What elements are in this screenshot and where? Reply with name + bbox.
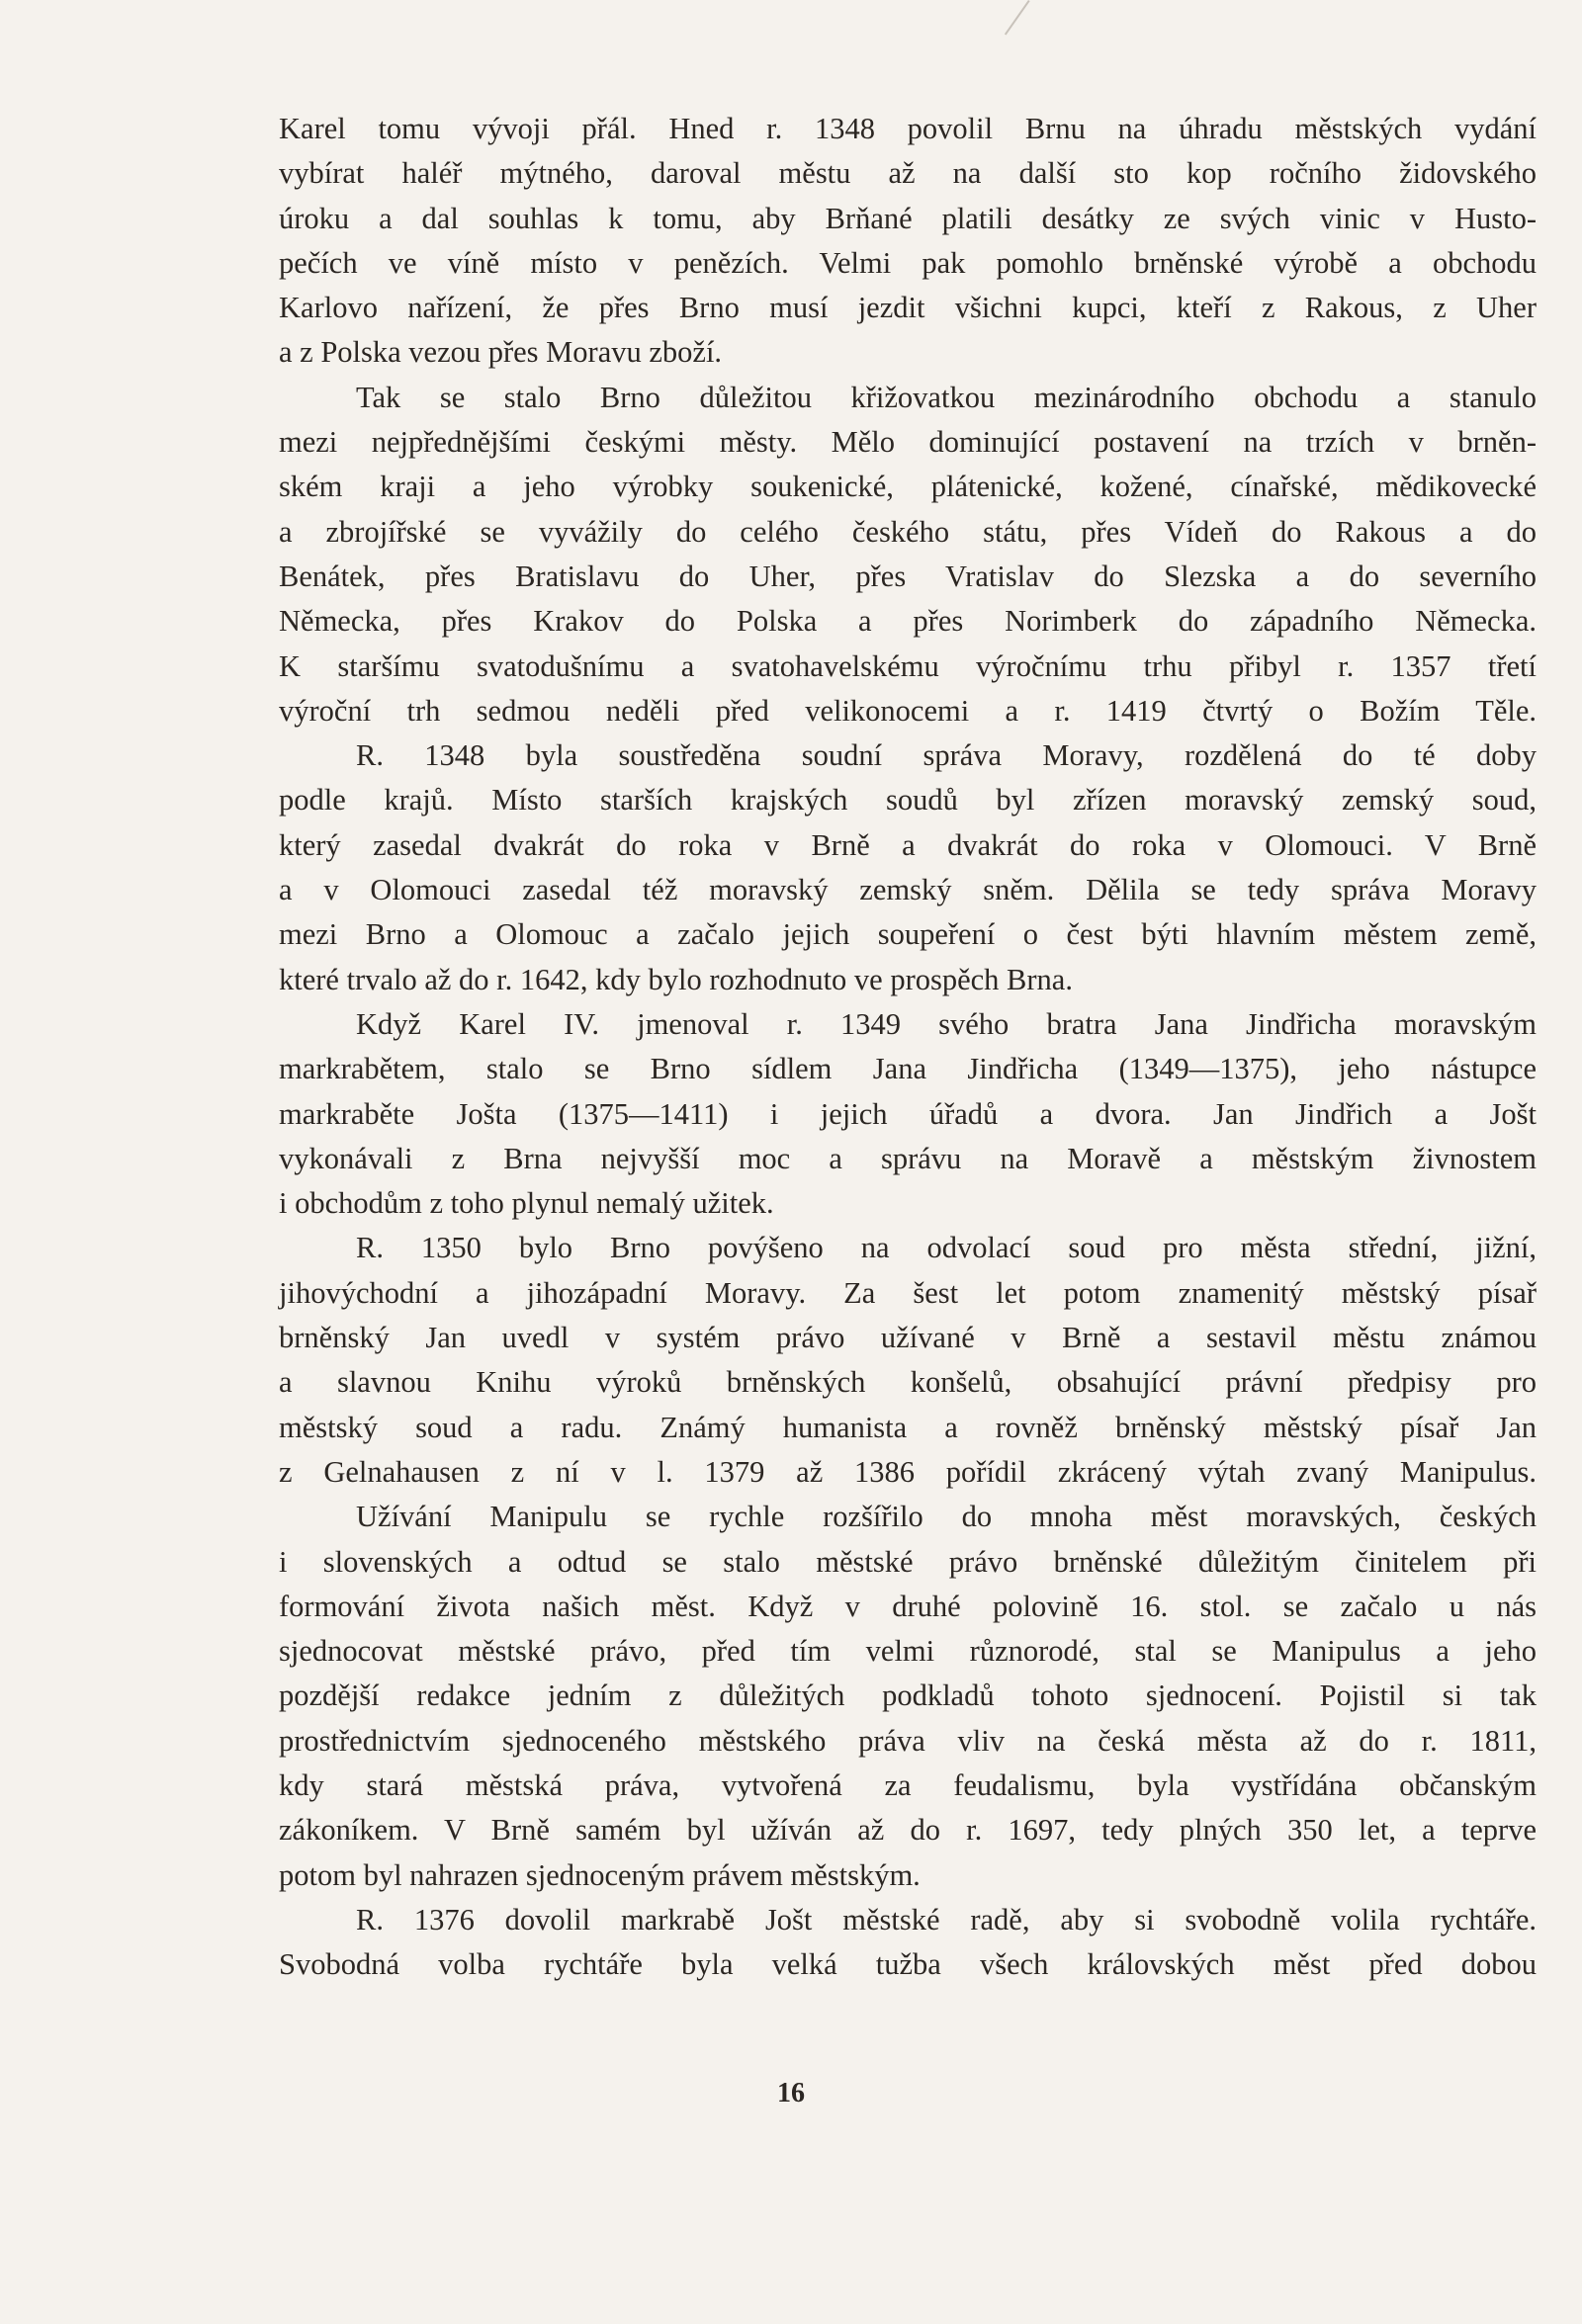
text-line: výroční trh sedmou neděli před velikonocemi a r. 1419 čtvrtý o Božím Těle.: [279, 693, 1537, 728]
text-line: jihovýchodní a jihozápadní Moravy. Za šest let potom znamenitý městský písař: [279, 1275, 1537, 1310]
text-line: pozdější redakce jedním z důležitých podkladů tohoto sjednocení. Pojistil si tak: [279, 1678, 1537, 1713]
text-line: potom byl nahrazen sjednoceným právem městským.: [279, 1857, 921, 1892]
text-line: a zbrojířské se vyvážily do celého českého státu, přes Vídeň do Rakous a do: [279, 514, 1537, 549]
text-line: kdy stará městská práva, vytvořená za feudalismu, byla vystřídána občanským: [279, 1767, 1537, 1802]
text-line: vybírat haléř mýtného, daroval městu až na další sto kop ročního židovského: [279, 156, 1537, 191]
text-line: pečích ve víně místo v penězích. Velmi pak pomohlo brněnské výrobě a obchodu: [279, 245, 1537, 280]
text-line: R. 1348 byla soustředěna soudní správa Moravy, rozdělená do té doby: [356, 738, 1537, 773]
text-line: Užívání Manipulu se rychle rozšířilo do mnoha měst moravských, českých: [356, 1500, 1537, 1534]
text-line: Když Karel IV. jmenoval r. 1349 svého bratra Jana Jindřicha moravským: [356, 1006, 1537, 1041]
text-line: a v Olomouci zasedal též moravský zemský sněm. Dělila se tedy správa Moravy: [279, 873, 1537, 907]
text-line: Karlovo nařízení, že přes Brno musí jezdit všichni kupci, kteří z Rakous, z Uher: [279, 291, 1537, 325]
text-line: ském kraji a jeho výrobky soukenické, plátenické, kožené, cínařské, mědikovecké: [279, 470, 1537, 504]
text-line: podle krajů. Místo starších krajských soudů byl zřízen moravský zemský soud,: [279, 783, 1537, 818]
text-line: městský soud a radu. Známý humanista a rovněž brněnský městský písař Jan: [279, 1410, 1537, 1444]
text-line: Tak se stalo Brno důležitou křižovatkou mezinárodního obchodu a stanulo: [356, 380, 1537, 414]
text-line: z Gelnahausen z ní v l. 1379 až 1386 pořídil zkrácený výtah zvaný Manipulus.: [279, 1454, 1537, 1489]
text-line: R. 1350 bylo Brno povýšeno na odvolací soud pro města střední, jižní,: [356, 1231, 1537, 1265]
text-line: i obchodům z toho plynul nemalý užitek.: [279, 1186, 774, 1221]
text-line: mezi nejpřednějšími českými městy. Mělo dominující postavení na trzích v brněn-: [279, 425, 1537, 460]
text-line: a slavnou Knihu výroků brněnských konšelů, obsahující právní předpisy pro: [279, 1365, 1537, 1400]
text-line: Svobodná volba rychtáře byla velká tužba všech královských měst před dobou: [279, 1947, 1537, 1982]
text-line: které trvalo až do r. 1642, kdy bylo rozhodnuto ve prospěch Brna.: [279, 962, 1073, 996]
body-text: [279, 107, 1537, 1987]
text-line: R. 1376 dovolil markrabě Jošt městské radě, aby si svobodně volila rychtáře.: [356, 1902, 1537, 1937]
text-line: sjednocovat městské právo, před tím velmi různorodé, stal se Manipulus a jeho: [279, 1634, 1537, 1669]
text-line: K staršímu svatodušnímu a svatohavelskému výročnímu trhu přibyl r. 1357 třetí: [279, 648, 1537, 683]
text-line: Benátek, přes Bratislavu do Uher, přes Vratislav do Slezska a do severního: [279, 559, 1537, 593]
scan-mark: [1005, 0, 1030, 36]
text-line: markraběte Jošta (1375—1411) i jejich úřadů a dvora. Jan Jindřich a Jošt: [279, 1096, 1537, 1131]
text-line: i slovenských a odtud se stalo městské právo brněnské důležitým činitelem při: [279, 1544, 1537, 1579]
text-line: brněnský Jan uvedl v systém právo užívané v Brně a sestavil městu známou: [279, 1321, 1537, 1355]
text-line: a z Polska vezou přes Moravu zboží.: [279, 335, 723, 370]
text-line: markrabětem, stalo se Brno sídlem Jana Jindřicha (1349—1375), jeho nástupce: [279, 1052, 1537, 1086]
text-line: prostřednictvím sjednoceného městského práva vliv na česká města až do r. 1811,: [279, 1723, 1537, 1758]
text-line: úroku a dal souhlas k tomu, aby Brňané platili desátky ze svých vinic v Husto-: [279, 201, 1537, 235]
text-line: Německa, přes Krakov do Polska a přes Norimberk do západního Německa.: [279, 604, 1537, 639]
text-line: Karel tomu vývoji přál. Hned r. 1348 povolil Brnu na úhradu městských vydání: [279, 112, 1537, 145]
text-line: mezi Brno a Olomouc a začalo jejich soupeření o čest býti hlavním městem země,: [279, 917, 1537, 952]
text-line: formování života našich měst. Když v druhé polovině 16. stol. se začalo u nás: [279, 1589, 1537, 1623]
text-line: který zasedal dvakrát do roka v Brně a dvakrát do roka v Olomouci. V Brně: [279, 827, 1537, 862]
text-line: vykonávali z Brna nejvyšší moc a správu na Moravě a městským živnostem: [279, 1141, 1537, 1175]
page-number: 16: [777, 2078, 805, 2109]
text-line: zákoníkem. V Brně samém byl užíván až do r. 1697, tedy plných 350 let, a teprve: [279, 1813, 1537, 1848]
